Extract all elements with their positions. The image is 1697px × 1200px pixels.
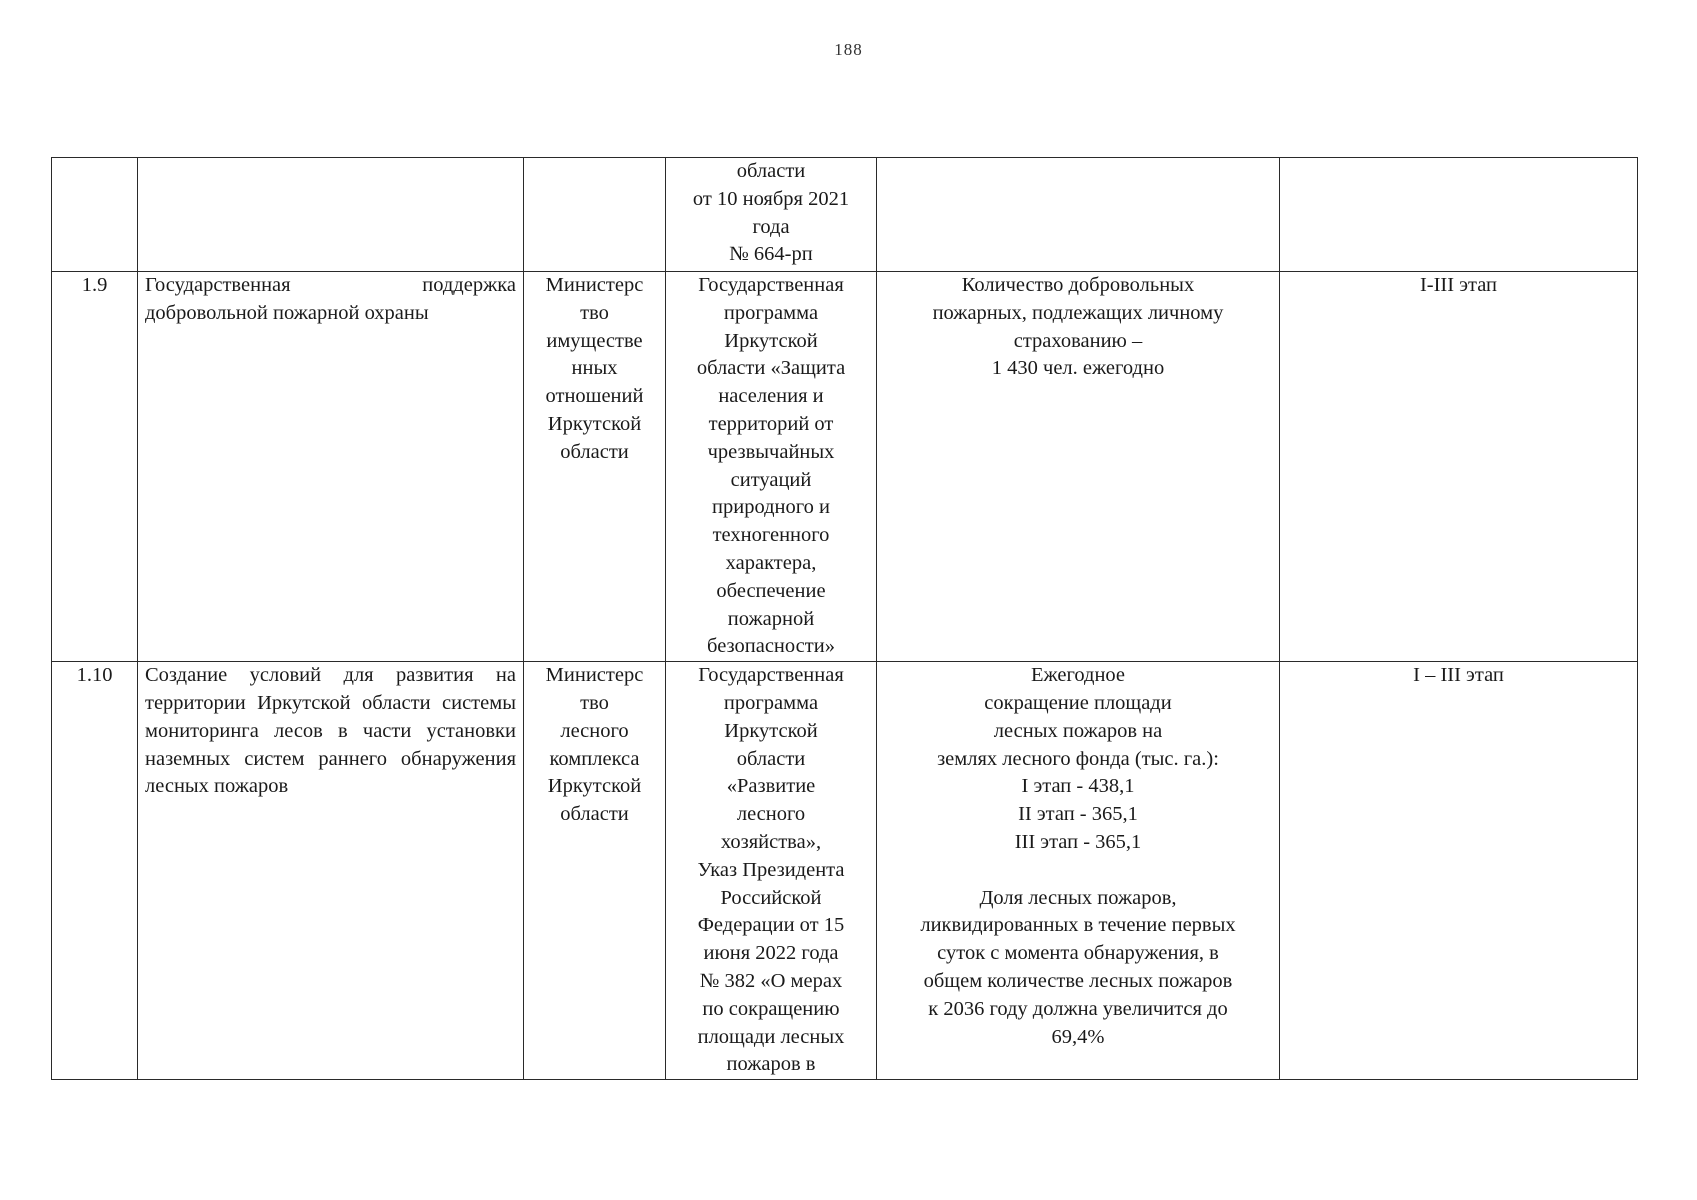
indicator-line: сокращение площади: [984, 691, 1172, 714]
legal-basis-line: площади лесных: [697, 1025, 845, 1048]
indicator-line: ликвидированных в течение первых: [920, 914, 1236, 937]
executor-line: Министерс: [545, 274, 644, 296]
legal-basis-line: № 664-рп: [729, 243, 813, 266]
executor-cell: [524, 158, 666, 272]
legal-basis-line: № 382 «О мерах: [699, 969, 843, 992]
indicator-line: 1 430 чел. ежегодно: [991, 357, 1165, 380]
legal-basis-line: области «Защита: [696, 357, 846, 380]
executor-line: Иркутской: [547, 775, 642, 798]
legal-basis-line: населения и: [718, 385, 824, 408]
indicator-line: землях лесного фонда (тыс. га.):: [937, 747, 1219, 770]
legal-basis-cell: [666, 662, 877, 1080]
legal-basis-line: природного и: [712, 496, 830, 519]
indicator-line: Ежегодное: [1030, 664, 1126, 687]
legal-basis-line: безопасности»: [707, 635, 835, 658]
executor-line: отношений: [545, 385, 644, 408]
legal-basis-line: июня 2022 года: [703, 942, 839, 965]
executor-line: тво: [580, 301, 609, 324]
legal-basis-line: Государственная: [698, 274, 844, 296]
legal-basis-line: Указ Президента: [697, 858, 845, 881]
legal-basis-line: обеспечение: [716, 579, 826, 602]
row-number: 1.9: [52, 272, 138, 662]
indicator-cell: [877, 662, 1280, 1080]
row-number: 1.10: [52, 662, 138, 1080]
executor-line: области: [560, 440, 629, 463]
indicator-blank-line: [884, 857, 1272, 885]
row-number: [52, 158, 138, 272]
indicator-line: II этап - 365,1: [1018, 803, 1138, 826]
table-row: [52, 158, 1638, 272]
indicator-cell: [877, 272, 1280, 662]
legal-basis-line: характера,: [725, 551, 817, 574]
stage-cell: I – III этап: [1280, 662, 1638, 1080]
legal-basis-line: программа: [723, 301, 819, 324]
table-row: [52, 272, 1638, 662]
page-number: 188: [834, 40, 863, 59]
legal-basis-line: Иркутской: [724, 719, 818, 742]
legal-basis-line: территорий от: [708, 412, 834, 435]
indicator-line: пожарных, подлежащих личному: [932, 301, 1224, 324]
measure-name: [138, 158, 524, 272]
legal-basis-line: ситуаций: [730, 468, 812, 491]
stage-cell: I-III этап: [1280, 272, 1638, 662]
indicator-line: I этап - 438,1: [1021, 775, 1135, 798]
legal-basis-line: от 10 ноября 2021: [692, 187, 850, 210]
executor-line: Иркутской: [547, 412, 642, 435]
table-row: [52, 662, 1638, 1080]
executor-line: тво: [580, 691, 609, 714]
indicator-line: Количество добровольных: [961, 274, 1195, 296]
legal-basis-line: по сокращению: [702, 997, 840, 1020]
legal-basis-line: хозяйства»,: [720, 830, 822, 853]
executor-line: Министерс: [545, 664, 644, 687]
executor-line: комплекса: [549, 747, 640, 770]
indicator-line: Доля лесных пожаров,: [979, 886, 1177, 909]
legal-basis-line: «Развитие: [726, 775, 816, 798]
legal-basis-line: пожарной: [727, 607, 815, 630]
legal-basis-line: техногенного: [712, 524, 830, 547]
legal-basis-line: Федерации от 15: [697, 914, 845, 937]
legal-basis-line: чрезвычайных: [707, 440, 835, 463]
legal-basis-line: Российской: [720, 886, 822, 909]
indicator-cell: [877, 158, 1280, 272]
legal-basis-line: области: [736, 160, 806, 182]
executor-cell: [524, 272, 666, 662]
legal-basis-line: года: [752, 215, 790, 238]
legal-basis-line: области: [736, 747, 806, 770]
executor-cell: [524, 662, 666, 1080]
legal-basis-cell: [666, 272, 877, 662]
indicator-line: страхованию –: [1013, 329, 1143, 352]
program-measures-table: [51, 157, 1638, 1080]
legal-basis-line: лесного: [736, 803, 806, 826]
executor-line: нных: [571, 357, 618, 380]
indicator-line: к 2036 году должна увеличится до: [928, 997, 1228, 1020]
measure-name: Создание условий для развития на территории Иркутской области системы мониторинга лесов в части установки наземных систем раннего обнаружения лесных пожаров: [138, 662, 524, 1080]
legal-basis-line: программа: [723, 691, 819, 714]
legal-basis-line: Иркутской: [724, 329, 818, 352]
stage-cell: [1280, 158, 1638, 272]
indicator-line: III этап - 365,1: [1014, 830, 1142, 853]
indicator-line: 69,4%: [1051, 1025, 1105, 1048]
executor-line: имуществе: [546, 329, 643, 352]
legal-basis-line: пожаров в: [726, 1053, 816, 1076]
indicator-line: лесных пожаров на: [993, 719, 1163, 742]
indicator-line: суток с момента обнаружения, в: [937, 942, 1219, 965]
measure-name: Государственная поддержка добровольной пожарной охраны: [138, 272, 524, 662]
indicator-line: общем количестве лесных пожаров: [923, 969, 1233, 992]
executor-line: области: [560, 803, 629, 826]
legal-basis-cell: [666, 158, 877, 272]
legal-basis-line: Государственная: [698, 664, 844, 687]
executor-line: лесного: [560, 719, 629, 742]
